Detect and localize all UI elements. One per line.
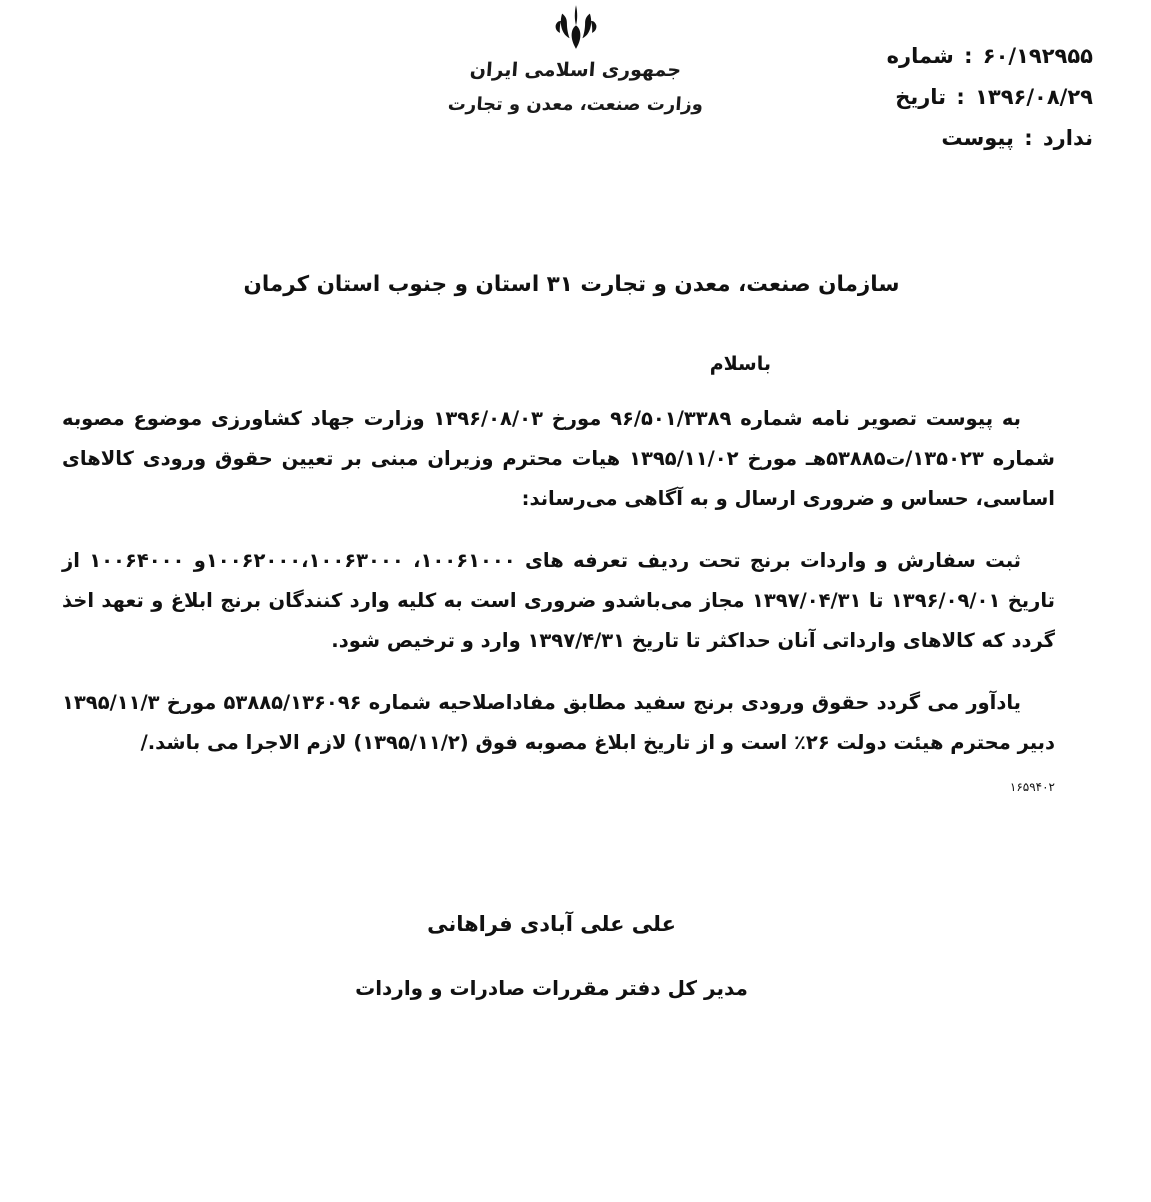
meta-label-date: تاریخ (895, 84, 947, 109)
paragraph-3-text: یادآور می گردد حقوق ورودی برنج سفید مطابق مفاداصلاحیه شماره ۵۳۸۸۵/۱۳۶۰۹۶ مورخ ۱۳۹۵/۱۱/۳ دبیر محترم هیئت دولت ۲۶٪ است و از تاریخ ابلاغ مصوبه فوق (۱۳۹۵/۱۱/۲) لازم الاجرا می باشد./ (62, 690, 1055, 754)
letter-body (0, 272, 1151, 1000)
letter-meta (887, 36, 1093, 159)
meta-row-number (887, 36, 1093, 77)
meta-value-date: ۱۳۹۶/۰۸/۲۹ (975, 84, 1093, 109)
paragraph-2-text: ثبت سفارش و واردات برنج تحت ردیف تعرفه های ۱۰۰۶۱۰۰۰، ۱۰۰۶۲۰۰۰،۱۰۰۶۳۰۰۰و ۱۰۰۶۴۰۰۰ از تاریخ ۱۳۹۶/۰۹/۰۱ تا ۱۳۹۷/۰۴/۳۱ مجاز می‌باشدو ضروری است به کلیه وارد کنندگان برنج ابلاغ و تعهد اخذ گردد که کالاهای وارداتی آنان حداکثر تا تاریخ ۱۳۹۷/۴/۳۱ وارد و ترخیص شود. (62, 548, 1055, 652)
meta-label-attachment: پیوست (941, 125, 1014, 150)
paragraph-3 (54, 683, 1089, 763)
organization-name-line2: وزارت صنعت، معدن و تجارت (447, 93, 704, 115)
paragraph-1-text: به پیوست تصویر نامه شماره ۹۶/۵۰۱/۳۳۸۹ مورخ ۱۳۹۶/۰۸/۰۳ وزارت جهاد کشاورزی موضوع مصوبه شماره ۱۳۵۰۲۳/ت۵۳۸۸۵هـ مورخ ۱۳۹۵/۱۱/۰۲ هیات محترم وزیران مبنی بر تعیین حقوق ورودی کالاهای اساسی، حساس و ضروری ارسال و به آگاهی می‌رساند: (62, 407, 1055, 510)
meta-row-date (887, 77, 1093, 118)
tracking-number: ۱۶۵۹۴۰۲ (1009, 780, 1055, 795)
signature-block (54, 912, 1089, 1000)
meta-row-attachment (887, 118, 1093, 159)
meta-separator-date: : (956, 84, 965, 109)
meta-value-number: ۶۰/۱۹۲۹۵۵ (982, 44, 1093, 68)
meta-separator-number: : (964, 44, 973, 68)
organization-name-line1: جمهوری اسلامی ایران (469, 59, 682, 81)
greeting-line: باسلام (709, 353, 771, 375)
paragraph-2 (54, 541, 1089, 661)
meta-value-attachment: ندارد (1042, 125, 1093, 150)
iran-emblem-icon (549, 4, 603, 50)
meta-label-number: شماره (886, 44, 954, 68)
letter-header (0, 0, 1151, 190)
recipient-line: سازمان صنعت، معدن و تجارت ۳۱ استان و جنوب استان کرمان (243, 272, 900, 297)
signatory-title: مدیر کل دفتر مقررات صادرات و واردات (355, 976, 748, 1001)
meta-separator-attachment: : (1024, 125, 1033, 150)
paragraph-1 (54, 399, 1089, 519)
signatory-name: علی علی آبادی فراهانی (427, 912, 676, 937)
